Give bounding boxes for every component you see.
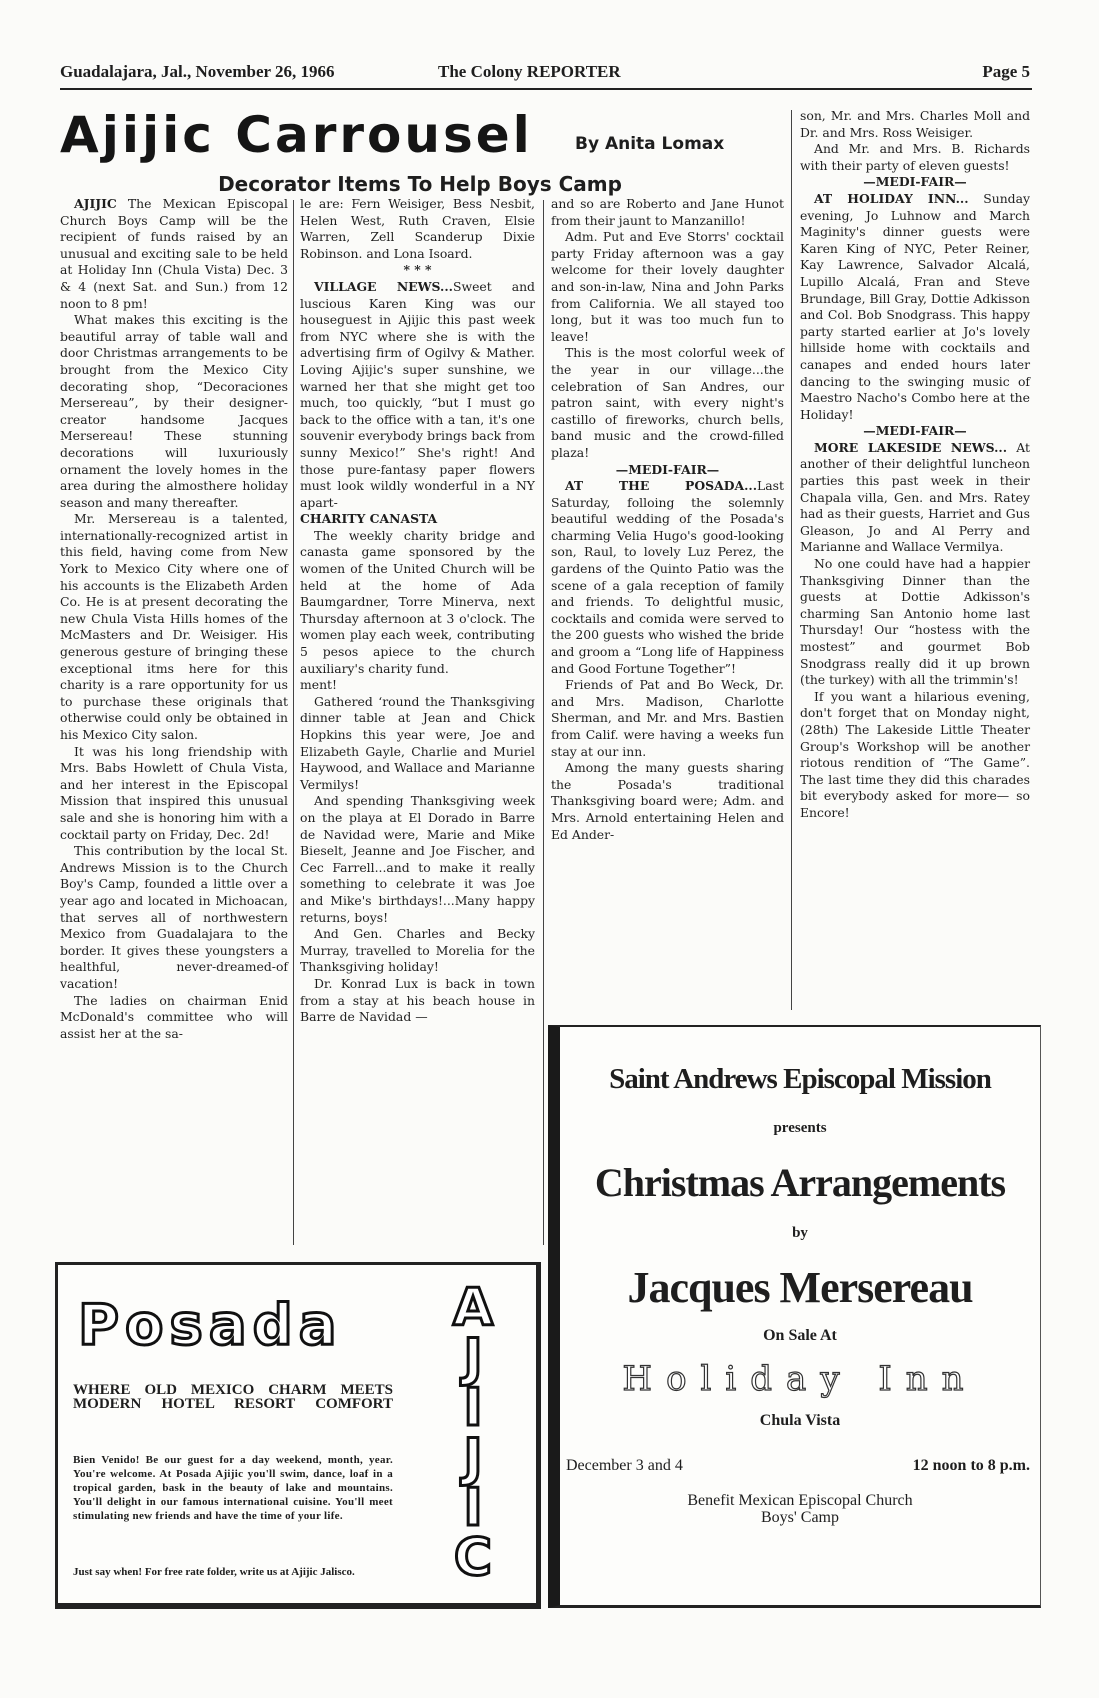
paragraph-text: This is the most colorful week of the year in our village...the celebration of San Andres, our patron saint, with every night's castillo of fireworks, church bells, band music and the crowd-filled plaza! (551, 345, 784, 460)
section-separator (800, 423, 1030, 440)
ad-benefit (560, 1492, 1040, 1526)
paragraph-text: If you want a hilarious evening, don't forget that on Monday night, (28th) The Lakeside Little Theater Group's Workshop will be another riotous rendition of “The Game”. The last time they did this charades bit everybody asked for more— so Encore! (800, 688, 1030, 820)
section-separator (300, 262, 535, 279)
paragraph-lead: VILLAGE NEWS... (314, 278, 453, 294)
paragraph (800, 191, 1030, 423)
ad-venue: Holiday Inn (622, 1359, 978, 1399)
paragraph-text: No one could have had a happier Thanksgiving Dinner than the guests at Dottie Adkisson's charming San Antonio home last Thursday! Our “hostess with the mostest” and gourmet Bob Snodgrass really did it up brown (the turkey) with all the trimmin's! (800, 556, 1030, 688)
ad-hours: 12 noon to 8 p.m. (912, 1457, 1030, 1474)
paragraph-text: Friends of Pat and Bo Weck, Dr. and Mrs. Madison, Charlotte Sherman, and Mr. and Mrs. Bastien from Calif. were having a weeks fun stay at our inn. (551, 677, 784, 759)
logo-letter: A (452, 1278, 494, 1338)
paragraph-text: * * * (403, 262, 432, 278)
paragraph-text: Last Saturday, folloing the solemnly beautiful wedding of the Posada's charming Velia Hugo's good-looking son, Raul, to lovely Luz Perez, the gardens of the Quinto Patio was the scene of a gala reception of family and friends. To delightful music, cocktails and comida were served to the 200 guests who wished the bride and groom a “Long life of Happiness and Good Fortune Together”! (551, 478, 784, 676)
paragraph-text: ment! (300, 677, 338, 693)
ad-body: Bien Venido! Be our guest for a day weekend, month, year. You're welcome. At Posada Ajijic you'll swim, dance, loaf in a tropical garden, bask in the beauty of lake and mountains. You'll delight in our famous international cuisine. You'll meet stimulating new friends and have the time of your life. (73, 1454, 393, 1522)
paragraph-lead: AT THE POSADA... (565, 478, 758, 494)
paragraph-text: —MEDI-FAIR— (863, 174, 967, 190)
ad-on-sale: On Sale At (763, 1327, 837, 1344)
paragraph (60, 312, 288, 511)
logo-letter: I (463, 1478, 483, 1538)
section-separator (800, 174, 1030, 191)
paragraph (800, 689, 1030, 822)
paragraph (300, 196, 535, 262)
paragraph-text: le are: Fern Weisiger, Bess Nesbit, Helen West, Ruth Craven, Elsie Warren, Zell Scanderup Dixie Robinson. and Lona Isoard. (300, 196, 535, 261)
paragraph (551, 677, 784, 760)
newspaper-name: The Colony REPORTER (438, 62, 621, 81)
paragraph-text: Gathered ‘round the Thanksgiving dinner table at Jean and Chick Hopkins this year were, Joe and Elizabeth Gayle, Charlie and Muriel Haywood, and Wallace and Marianne Vermilys! (300, 693, 535, 792)
paragraph-text: son, Mr. and Mrs. Charles Moll and Dr. and Mrs. Ross Weisiger. (800, 108, 1030, 140)
paragraph (300, 926, 535, 976)
column-divider (293, 200, 294, 1245)
section-separator (551, 462, 784, 479)
paragraph-text: And Mr. and Mrs. B. Richards with their party of eleven guests! (800, 141, 1030, 173)
paragraph (551, 478, 784, 677)
dateline: Guadalajara, Jal., November 26, 1966 (60, 62, 335, 81)
paragraph-lead: AJIJIC (74, 196, 117, 211)
logo-letter: J (463, 1328, 483, 1388)
article-column-3 (551, 196, 784, 843)
ad-artist: Jacques Mersereau (627, 1263, 973, 1312)
article-column-2 (300, 196, 535, 1026)
paragraph-text: The weekly charity bridge and canasta game sponsored by the women of the United Church will be held at the home of Ada Baumgardner, Torre Minerva, next Thursday afternoon at 3 o'clock. The women play each week, contributing 5 pesos apiece to the church auxiliary's charity fund. (300, 527, 535, 676)
ad-title: Christmas Arrangements (594, 1160, 1006, 1205)
paragraph-text: At another of their delightful luncheon parties this past week in their Chapala villa, Gen. and Mrs. Ratey had as their guests, Harriet and Gus Gleason, Jo and Al Perry and Marianne and Wallace Vermilya. (800, 439, 1030, 555)
paragraph (60, 993, 288, 1043)
page-number: Page 5 (982, 62, 1030, 81)
paragraph (300, 976, 535, 1026)
column-title: Ajijic Carrousel (60, 106, 533, 164)
paragraph-lead: AT HOLIDAY INN... (814, 190, 969, 206)
column-divider (543, 200, 544, 1245)
paragraph-text: Among the many guests sharing the Posada's traditional Thanksgiving board were; Adm. and Mrs. Arnold entertaining Helen and Ed Ander- (551, 760, 784, 842)
ad-benefit-line-2: Boys' Camp (761, 1509, 839, 1526)
logo-letter: C (453, 1528, 493, 1588)
paragraph-text: And spending Thanksgiving week on the playa at El Dorado in Barre de Navidad were, Marie and Mike Bieselt, Jeanne and Joe Fischer, and Cec Farrell...and to make it really something to celebrate it was Joe and Mike's birthdays!...Many happy returns, boys! (300, 793, 535, 925)
headline: Decorator Items To Help Boys Camp (218, 172, 622, 196)
paragraph-text: Adm. Put and Eve Storrs' cocktail party Friday afternoon was a gay welcome for their lovely daughter and son-in-law, Nina and John Parks from California. We all stayed too long, but it was too much fun to leave! (551, 229, 784, 344)
paragraph-lead: MORE LAKESIDE NEWS... (814, 439, 1008, 455)
ad-tagline: WHERE OLD MEXICO CHARM MEETS MODERN HOTEL RESORT COMFORT (73, 1382, 393, 1412)
logo-letter: J (463, 1428, 483, 1488)
paragraph-text: This contribution by the local St. Andrews Mission is to the Church Boy's Camp, founded a little over a year ago and located in Michoacan, that serves all of northwestern Mexico from Guadalajara to the border. It gives these youngsters a healthful, never-dreamed-of vacation! (60, 843, 288, 991)
paragraph-text: What makes this exciting is the beautiful array of table wall and door Christmas arrangements to be brought from the Mexico City decorating shop, “Decoraciones Mersereau”, by their designer-creator handsome Jacques Mersereau! These stunning decorations will luxuriously ornament the lovely homes in the area during the almosthere holiday season and many thereafter. (60, 312, 288, 510)
byline: By Anita Lomax (575, 134, 725, 154)
paragraph-text: Sunday evening, Jo Luhnow and March Maginity's dinner guests were Karen King of NYC, Peter Reiner, Kay Lawrence, Salvador Alcalá, Lupillo Alcalá, Fran and Steve Brundage, Bill Gray, Dottie Adkisson and Col. Bob Snodgrass. This happy party started earlier at Jo's lovely hillside home with cocktails and canapes and ended hours later dancing to the swinging music of Maestro Nacho's Combo here at the Holiday! (800, 190, 1030, 422)
posada-logo: Posada (78, 1293, 343, 1358)
ad-organization: Saint Andrews Episcopal Mission (609, 1063, 991, 1095)
paragraph (60, 744, 288, 844)
column-divider (791, 110, 792, 1010)
paragraph-text: and so are Roberto and Jane Hunot from their jaunt to Manzanillo! (551, 196, 784, 228)
ad-dates: December 3 and 4 (566, 1457, 683, 1474)
section-heading (300, 511, 535, 528)
ad-by: by (792, 1225, 808, 1241)
ajijic-vertical-logo (438, 1278, 508, 1588)
ad-city: Chula Vista (759, 1412, 841, 1429)
article-column-4 (800, 108, 1030, 822)
paragraph (60, 196, 288, 312)
paragraph (60, 511, 288, 743)
paragraph (551, 229, 784, 345)
paragraph (300, 279, 535, 511)
paragraph-text: Sweet and luscious Karen King was our houseguest in Ajijic this past week from NYC where she is with the advertising firm of Ogilvy & Mather. Loving Ajijic's super sunshine, we warned her that she might get too much, too quickly, “but I must go back to the office with a tan, it's one souvenir everybody brings back from sunny Mexico!” She's right! And those pure-fantasy paper flowers must look wildly wonderful in a NY apart- (300, 278, 535, 510)
logo-letter: I (463, 1378, 483, 1438)
paragraph (800, 108, 1030, 141)
christmas-arrangements-ad (548, 1025, 1041, 1608)
paragraph (300, 694, 535, 794)
paragraph (800, 440, 1030, 556)
paragraph (800, 141, 1030, 174)
paragraph-text: —MEDI-FAIR— (615, 461, 720, 477)
paragraph (800, 556, 1030, 689)
paragraph-text: Dr. Konrad Lux is back in town from a stay at his beach house in Barre de Navidad — (300, 975, 535, 1025)
article-column-1 (60, 196, 288, 1042)
paragraph-text: It was his long friendship with Mrs. Babs Howlett of Chula Vista, and her interest in the Episcopal Mission that inspired this unusual sale and she is honoring him with a cocktail party on Friday, Dec. 2d! (60, 743, 288, 842)
paragraph (551, 196, 784, 229)
paragraph-text: The Mexican Episcopal Church Boys Camp will be the recipient of funds raised by an unusual and exciting sale to be held at Holiday Inn (Chula Vista) Dec. 3 & 4 (next Sat. and Sun.) from 12 noon to 8 pm! (60, 196, 288, 311)
paragraph-text: The ladies on chairman Enid McDonald's committee who will assist her at the sa- (60, 992, 288, 1041)
ad-benefit-line-1: Benefit Mexican Episcopal Church (687, 1492, 913, 1509)
ad-presents: presents (773, 1120, 827, 1136)
paragraph (551, 760, 784, 843)
paragraph (551, 345, 784, 461)
paragraph (300, 677, 535, 694)
paragraph-text: CHARITY CANASTA (300, 511, 438, 527)
posada-ajijic-ad (55, 1262, 541, 1609)
paragraph-text: —MEDI-FAIR— (863, 423, 967, 439)
masthead-rule (60, 88, 1032, 90)
paragraph-text: Mr. Mersereau is a talented, internationally-recognized artist in this field, having come from New York to Mexico City where one of his accounts is the Elizabeth Arden Co. He is at present decorating the new Chula Vista Hills homes of the McMasters and Dr. Weisiger. His generous gesture of bringing these exceptional itms here for this charity is a rare opportunity for us to purchase these originals that otherwise could only be obtained in his Mexico City salon. (60, 511, 288, 742)
paragraph-text: And Gen. Charles and Becky Murray, travelled to Morelia for the Thanksgiving holiday! (300, 926, 535, 975)
paragraph (60, 843, 288, 992)
ad-footer: Just say when! For free rate folder, write us at Ajijic Jalisco. (73, 1566, 355, 1578)
paragraph (300, 528, 535, 677)
paragraph (300, 793, 535, 926)
masthead (60, 62, 1030, 88)
